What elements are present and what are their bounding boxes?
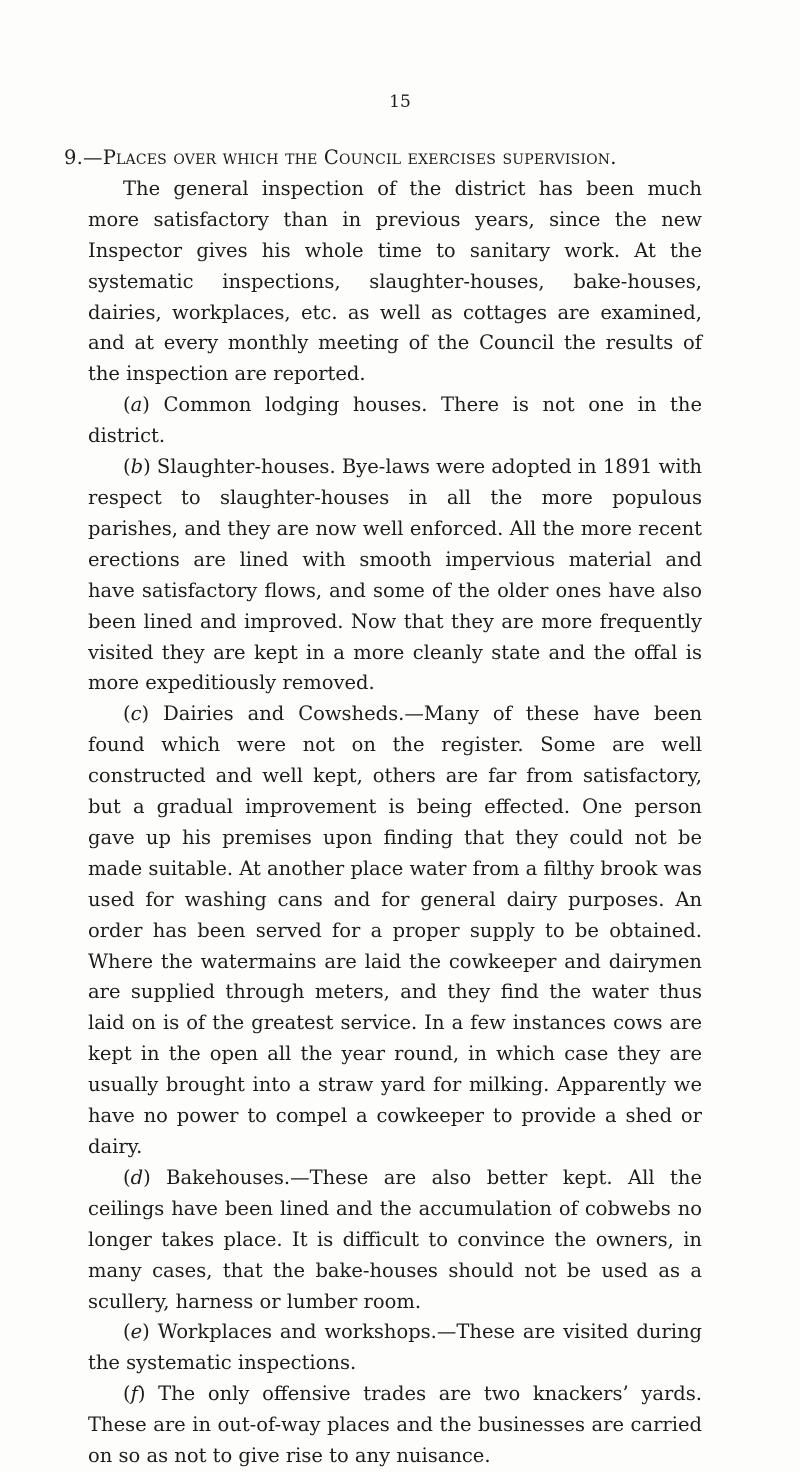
section-title: Places over which the Council exercises supervision. <box>102 146 617 169</box>
section-heading <box>64 143 702 174</box>
item-d-text: Bakehouses.—These are also better kept. All the ceilings have been lined and the accumulation of cobwebs no longer takes place. It is difficult to convince the owners, in many cases, that the bake-houses should not be used as a scullery, harness or lumber room. <box>88 1165 702 1313</box>
item-c-text: Dairies and Cowsheds.—Many of these have been found which were not on the register. Some are well constructed and well kept, others are far from satisfactory, but a gradual improvement is being effected. One person gave up his premises upon finding that they could not be made suitable. At another place water from a filthy brook was used for washing cans and for general dairy purposes. An order has been served for a proper supply to be obtained. Where the watermains are laid the cowkeeper and dairymen are supplied through meters, and they find the water thus laid on is of the greatest service. In a few instances cows are kept in the open all the year round, in which case they are usually brought into a straw yard for milking. Apparently we have no power to compel a cowkeeper to provide a shed or dairy. <box>88 702 703 1158</box>
item-f-label: f <box>130 1382 138 1406</box>
item-a-paragraph: (a) Common lodging houses. There is not one in the district. <box>88 393 702 448</box>
item-d-label: d <box>130 1165 144 1189</box>
item-b-paragraph: (b) Slaughter-houses. Bye-laws were adopted in 1891 with respect to slaughter-houses in all the more populous parishes, and they are now well enforced. All the more recent erections are lined with smooth impervious material and have satisfactory flows, and some of the older ones have also been lined and improved. Now that they are more frequently visited they are kept in a more cleanly state and the offal is more expeditiously removed. <box>88 455 702 695</box>
item-c-label: c <box>130 702 142 726</box>
page-number: 15 <box>389 92 411 112</box>
item-f-paragraph: (f) The only offensive trades are two knackers’ yards. These are in out-of-way places and the businesses are carried on so as not to give rise to any nuisance. <box>88 1382 702 1468</box>
item-e-paragraph: (e) Workplaces and workshops.—These are visited during the systematic inspections. <box>88 1320 702 1375</box>
page-body <box>64 143 703 1472</box>
section-number: 9.— <box>64 146 103 169</box>
item-c-paragraph: (c) Dairies and Cowsheds.—Many of these have been found which were not on the register. Some are well constructed and well kept, others are far from satisfactory, but a gradual improvement is being effected. One person gave up his premises upon finding that they could not be made suitable. At another place water from a filthy brook was used for washing cans and for general dairy purposes. An order has been served for a proper supply to be obtained. Where the watermains are laid the cowkeeper and dairymen are supplied through meters, and they find the water thus laid on is of the greatest service. In a few instances cows are kept in the open all the year round, in which case they are usually brought into a straw yard for milking. Apparently we have no power to compel a cowkeeper to provide a shed or dairy. <box>88 702 703 1158</box>
intro-paragraph: The general inspection of the district has been much more satisfactory than in previous years, since the new Inspector gives his whole time to sanitary work. At the systematic inspections, slaughter-houses, bake-houses, dairies, workplaces, etc. as well as cottages are examined, and at every monthly meeting of the Council the results of the inspection are reported. <box>88 176 702 386</box>
item-b-label: b <box>130 455 144 479</box>
item-b-text: Slaughter-houses. Bye-laws were adopted in 1891 with respect to slaughter-houses in all the more populous parishes, and they are now well enforced. All the more recent erections are lined with smooth impervious material and have satisfactory flows, and some of the older ones have also been lined and improved. Now that they are more frequently visited they are kept in a more cleanly state and the offal is more expeditiously removed. <box>88 455 702 695</box>
item-e-text: Workplaces and workshops.—These are visited during the systematic inspections. <box>88 1320 702 1375</box>
item-e-label: e <box>130 1320 143 1344</box>
item-d-paragraph: (d) Bakehouses.—These are also better kept. All the ceilings have been lined and the accumulation of cobwebs no longer takes place. It is difficult to convince the owners, in many cases, that the bake-houses should not be used as a scullery, harness or lumber room. <box>88 1165 702 1313</box>
item-f-text: The only offensive trades are two knackers’ yards. These are in out-of-way places and the businesses are carried on so as not to give rise to any nuisance. <box>88 1382 702 1468</box>
item-a-text: Common lodging houses. There is not one in the district. <box>88 393 702 448</box>
item-a-label: a <box>130 393 143 417</box>
